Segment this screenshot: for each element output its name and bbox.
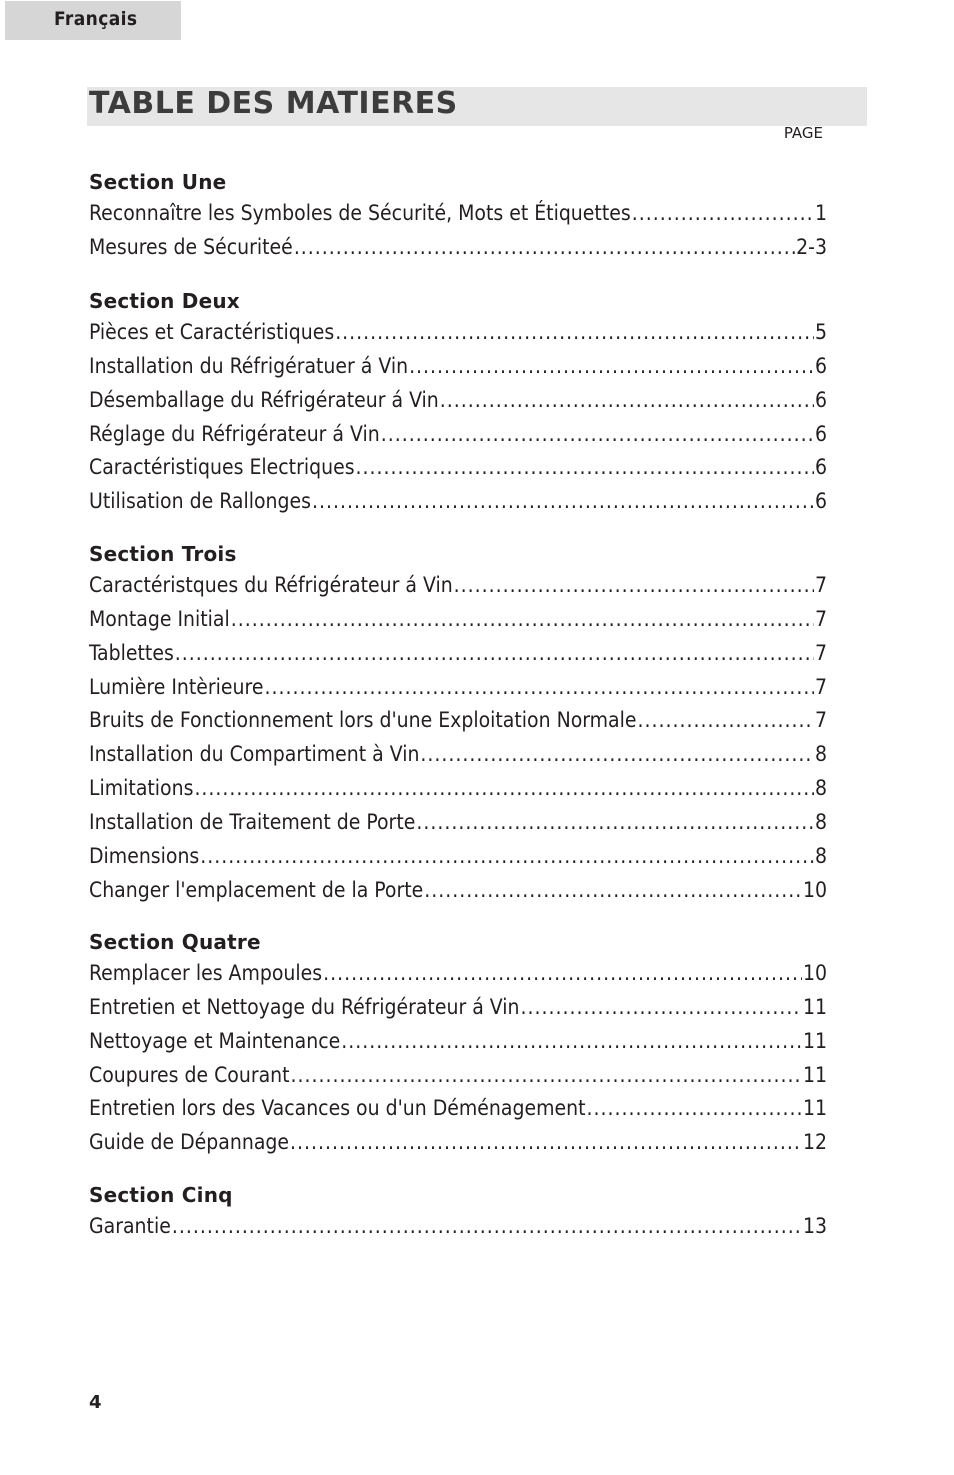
toc-entry-title: Montage Initial (89, 606, 230, 631)
dot-leader (424, 878, 802, 902)
toc-entry-title: Changer l'emplacement de la Porte (89, 877, 424, 902)
dot-leader (520, 995, 801, 1019)
dot-leader (291, 1063, 802, 1087)
dot-leader (312, 489, 814, 513)
toc-entry-page: 11 (802, 1096, 827, 1121)
toc-entry (89, 1096, 827, 1126)
toc-entry-title: Installation du Réfrigératuer á Vin (89, 353, 409, 378)
toc-entry (89, 961, 827, 991)
toc-entry-page: 7 (814, 708, 827, 733)
dot-leader (409, 354, 814, 378)
toc-entry-title: Remplacer les Ampoules (89, 961, 323, 985)
toc-entry-title: Limitations (89, 776, 194, 801)
dot-leader (381, 422, 814, 446)
dot-leader (172, 1214, 802, 1238)
toc-entry-page: 11 (802, 994, 827, 1019)
toc-entry-title: Dimensions (89, 843, 200, 868)
toc-entry-title: Utilisation de Rallonges (89, 489, 311, 514)
toc-entry-title: Coupures de Courant (89, 1062, 290, 1087)
toc-entry-title: Désemballage du Réfrigérateur á Vin (89, 387, 439, 412)
section-heading: Section Cinq (89, 1183, 233, 1207)
toc-entry (89, 995, 827, 1025)
toc-entry (89, 1063, 827, 1093)
toc-entry (89, 1130, 827, 1160)
dot-leader (638, 708, 814, 732)
dot-leader (341, 1029, 802, 1053)
toc-entry (89, 573, 827, 603)
toc-entry-title: Tablettes (89, 640, 174, 665)
toc-entry-page: 7 (814, 606, 827, 631)
language-tab-label: Français (54, 8, 138, 30)
dot-leader (420, 742, 814, 766)
toc-entry-title: Nettoyage et Maintenance (89, 1028, 341, 1053)
dot-leader (356, 455, 814, 479)
toc-entry-title: Installation de Traitement de Porte (89, 809, 416, 834)
toc-entry-page: 10 (802, 877, 827, 902)
toc-entry-title: Guide de Dépannage (89, 1130, 290, 1155)
toc-entry (89, 320, 827, 350)
toc-entry-title: Installation du Compartiment à Vin (89, 742, 420, 767)
toc-entry-page: 13 (802, 1214, 827, 1238)
toc-entry-page: 8 (814, 742, 827, 767)
language-tab (5, 1, 181, 40)
toc-entry-page: 7 (814, 640, 827, 665)
toc-entry-page: 12 (802, 1130, 827, 1155)
dot-leader (335, 320, 814, 344)
toc-entry (89, 354, 827, 384)
toc-entry-page: 6 (814, 455, 827, 480)
toc-entry (89, 844, 827, 874)
toc-entry (89, 388, 827, 418)
section-heading: Section Quatre (89, 930, 261, 954)
toc-entry-page: 6 (814, 387, 827, 412)
toc-entry-page: 7 (814, 573, 827, 597)
toc-entry (89, 201, 827, 231)
toc-entry-page: 8 (814, 843, 827, 868)
toc-entry (89, 489, 827, 519)
section-heading: Section Trois (89, 542, 237, 566)
dot-leader (200, 844, 814, 868)
toc-entry-page: 8 (814, 809, 827, 834)
toc-entry-title: Mesures de Sécuriteé (89, 234, 293, 259)
toc-entry-page: 1 (814, 201, 827, 225)
toc-entry (89, 675, 827, 705)
section-heading: Section Deux (89, 289, 240, 313)
toc-entry (89, 810, 827, 840)
page-number: 4 (89, 1392, 102, 1413)
toc-entry-title: Entretien et Nettoyage du Réfrigérateur á Vin (89, 994, 520, 1019)
dot-leader (290, 1130, 802, 1154)
toc-entry-title: Réglage du Réfrigérateur á Vin (89, 421, 380, 446)
dot-leader (294, 235, 795, 259)
dot-leader (175, 641, 814, 665)
toc-entry (89, 878, 827, 908)
title-bar (87, 87, 867, 126)
toc-entry-page: 11 (802, 1062, 827, 1087)
dot-leader (194, 776, 814, 800)
toc-entry (89, 235, 827, 265)
toc-entry (89, 455, 827, 485)
toc-entry-page: 7 (814, 674, 827, 699)
toc-entry-title: Garantie (89, 1214, 171, 1238)
toc-entry (89, 776, 827, 806)
page-title: TABLE DES MATIERES (89, 86, 458, 121)
toc-entry-page: 6 (814, 489, 827, 514)
toc-entry-page: 2-3 (796, 234, 827, 259)
section-heading: Section Une (89, 170, 227, 194)
dot-leader (440, 388, 814, 412)
toc-entry-title: Caractéristiques Electriques (89, 455, 355, 480)
toc-entry-page: 5 (814, 320, 827, 344)
toc-entry (89, 708, 827, 738)
toc-entry (89, 422, 827, 452)
toc-entry-title: Lumière Intèrieure (89, 674, 264, 699)
dot-leader (454, 573, 814, 597)
toc-entry (89, 742, 827, 772)
toc-entry-title: Reconnaître les Symboles de Sécurité, Mots et Étiquettes (89, 201, 631, 225)
toc-entry-page: 11 (802, 1028, 827, 1053)
dot-leader (416, 810, 814, 834)
dot-leader (632, 201, 814, 225)
dot-leader (264, 675, 814, 699)
toc-entry-page: 8 (814, 776, 827, 801)
toc-entry (89, 607, 827, 637)
toc-entry-title: Caractéristques du Réfrigérateur á Vin (89, 573, 453, 597)
toc-entry-page: 6 (814, 421, 827, 446)
toc-entry-page: 6 (814, 353, 827, 378)
toc-entry-title: Bruits de Fonctionnement lors d'une Exploitation Normale (89, 708, 637, 733)
dot-leader (323, 961, 802, 985)
toc-entry-title: Pièces et Caractéristiques (89, 320, 335, 344)
dot-leader (231, 607, 814, 631)
toc-entry-page: 10 (802, 961, 827, 985)
toc-entry-title: Entretien lors des Vacances ou d'un Déménagement (89, 1096, 586, 1121)
page-column-label: PAGE (783, 124, 823, 142)
dot-leader (587, 1096, 802, 1120)
toc-entry (89, 1029, 827, 1059)
toc-entry (89, 641, 827, 671)
toc-entry (89, 1214, 827, 1244)
